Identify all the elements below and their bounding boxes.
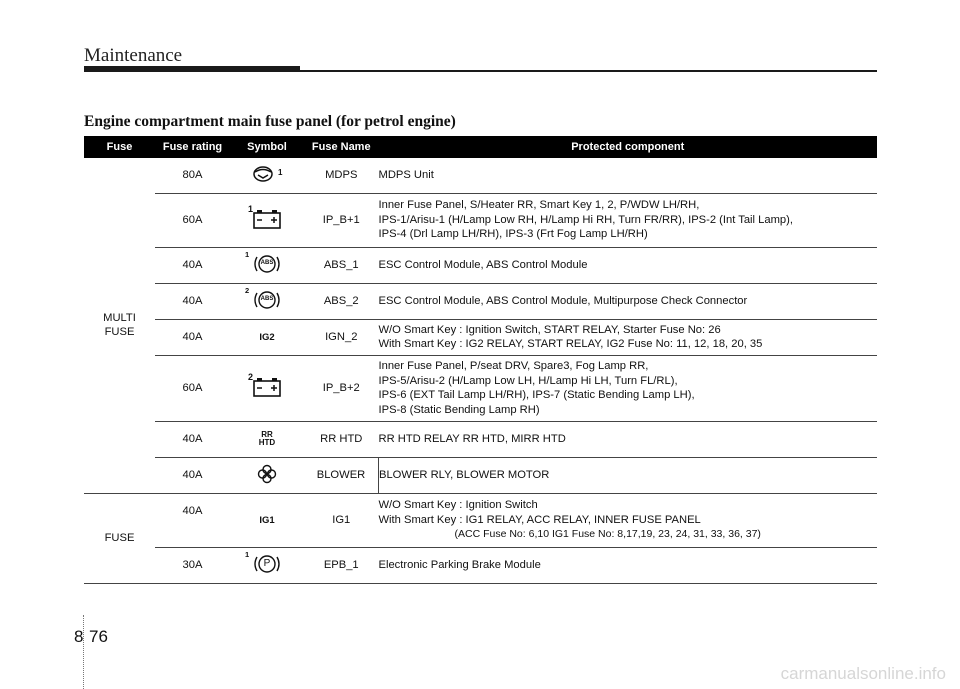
rr-htd-symbol: RR HTD [258,429,276,447]
fuse-rating: 40A [155,283,230,319]
fuse-rating: 60A [155,355,230,421]
fuse-rating: 40A [155,493,230,547]
header-fuse-rating: Fuse rating [155,136,230,158]
protected-component: Inner Fuse Panel, P/seat DRV, Spare3, Fog Lamp RR, IPS-5/Arisu-2 (H/Lamp Low LH, H/Lamp Hi LH, Turn FL/RL), IPS-6 (EXT Tail Lamp LH/RH), IPS-7 (Static Bending Lamp LH), IPS-8 (Static Bending Lamp RH) [379,355,878,421]
protected-component: MDPS Unit [379,158,878,193]
page-number-separator [83,615,85,689]
header-fuse-name: Fuse Name [304,136,379,158]
header-title: Maintenance [84,45,183,66]
fuse-rating: 40A [155,247,230,283]
fuse-rating: 40A [155,457,230,493]
symbol-cell [230,493,304,547]
symbol-sup: 1 [278,167,283,177]
fuse-name: IP_B+2 [304,355,379,421]
battery-icon: 2 [252,376,282,398]
protected-component: RR HTD RELAY RR HTD, MIRR HTD [379,421,878,457]
fuse-rating: 30A [155,547,230,583]
watermark: carmanualsonline.info [780,664,946,683]
battery-icon: 1 [252,208,282,230]
header-symbol: Symbol [230,136,304,158]
section-title: Engine compartment main fuse panel (for petrol engine) [84,113,456,130]
fuse-name: ABS_1 [304,247,379,283]
fuse-rating: 80A [155,158,230,193]
protected-component: W/O Smart Key : Ignition Switch With Smart Key : IG1 RELAY, ACC RELAY, INNER FUSE PANEL (ACC Fuse No: 6,10 IG1 Fuse No: 8,17,19, 23, 24, 31, 33, 36, 37) [379,493,878,547]
symbol-cell [230,283,304,319]
symbol-cell [230,193,304,247]
fuse-name: ABS_2 [304,283,379,319]
fuse-name: RR HTD [304,421,379,457]
steering-wheel-icon [250,163,284,185]
table-row [84,421,877,457]
header-rule-thin [300,70,877,72]
fuse-table [84,136,877,584]
table-row [84,355,877,421]
header-protected-component: Protected component [379,136,878,158]
parking-brake-icon: 1 P [252,553,282,575]
fan-icon [257,464,277,484]
table-row [84,193,877,247]
table-row [84,283,877,319]
table-row [84,457,877,493]
group-multi-fuse: MULTI FUSE [84,158,155,493]
symbol-cell [230,457,304,493]
table-row [84,319,877,355]
ig1-symbol: IG1 [259,515,275,526]
fuse-name: MDPS [304,158,379,193]
symbol-cell [230,421,304,457]
symbol-cell [230,247,304,283]
fuse-rating: 60A [155,193,230,247]
table-row [84,158,877,193]
ig2-symbol: IG2 [259,332,275,343]
protected-component: W/O Smart Key : Ignition Switch, START RELAY, Starter Fuse No: 26 With Smart Key : IG2 RELAY, START RELAY, IG2 Fuse No: 11, 12, 18, 20, 35 [379,319,878,355]
fuse-name: IGN_2 [304,319,379,355]
protected-component: ESC Control Module, ABS Control Module, Multipurpose Check Connector [379,283,878,319]
symbol-cell [230,547,304,583]
table-row [84,493,877,547]
table-row [84,547,877,583]
header-fuse: Fuse [84,136,155,158]
symbol-cell [230,319,304,355]
group-fuse: FUSE [84,493,155,583]
protected-component: BLOWER RLY, BLOWER MOTOR [379,457,878,493]
fuse-rating: 40A [155,319,230,355]
symbol-cell [230,355,304,421]
fuse-name: IG1 [304,493,379,547]
abs-icon: 1 ABS [252,253,282,275]
header-rule-thick [84,66,300,72]
protected-component: ESC Control Module, ABS Control Module [379,247,878,283]
protected-component: Electronic Parking Brake Module [379,547,878,583]
table-row [84,247,877,283]
fuse-rating: 40A [155,421,230,457]
fuse-name: EPB_1 [304,547,379,583]
page-number: 76 [89,627,108,646]
symbol-cell [230,158,304,193]
fuse-name: BLOWER [304,457,379,493]
table-header-row [84,136,877,158]
abs-icon: 2 ABS [252,289,282,311]
fuse-name: IP_B+1 [304,193,379,247]
chapter-number: 8 [74,627,84,646]
protected-component: Inner Fuse Panel, S/Heater RR, Smart Key 1, 2, P/WDW LH/RH, IPS-1/Arisu-1 (H/Lamp Low RH, H/Lamp Hi RH, Turn FR/RR), IPS-2 (Int Tail Lamp), IPS-4 (Drl Lamp LH/RH), IPS-3 (Frt Fog Lamp LH/RH) [379,193,878,247]
